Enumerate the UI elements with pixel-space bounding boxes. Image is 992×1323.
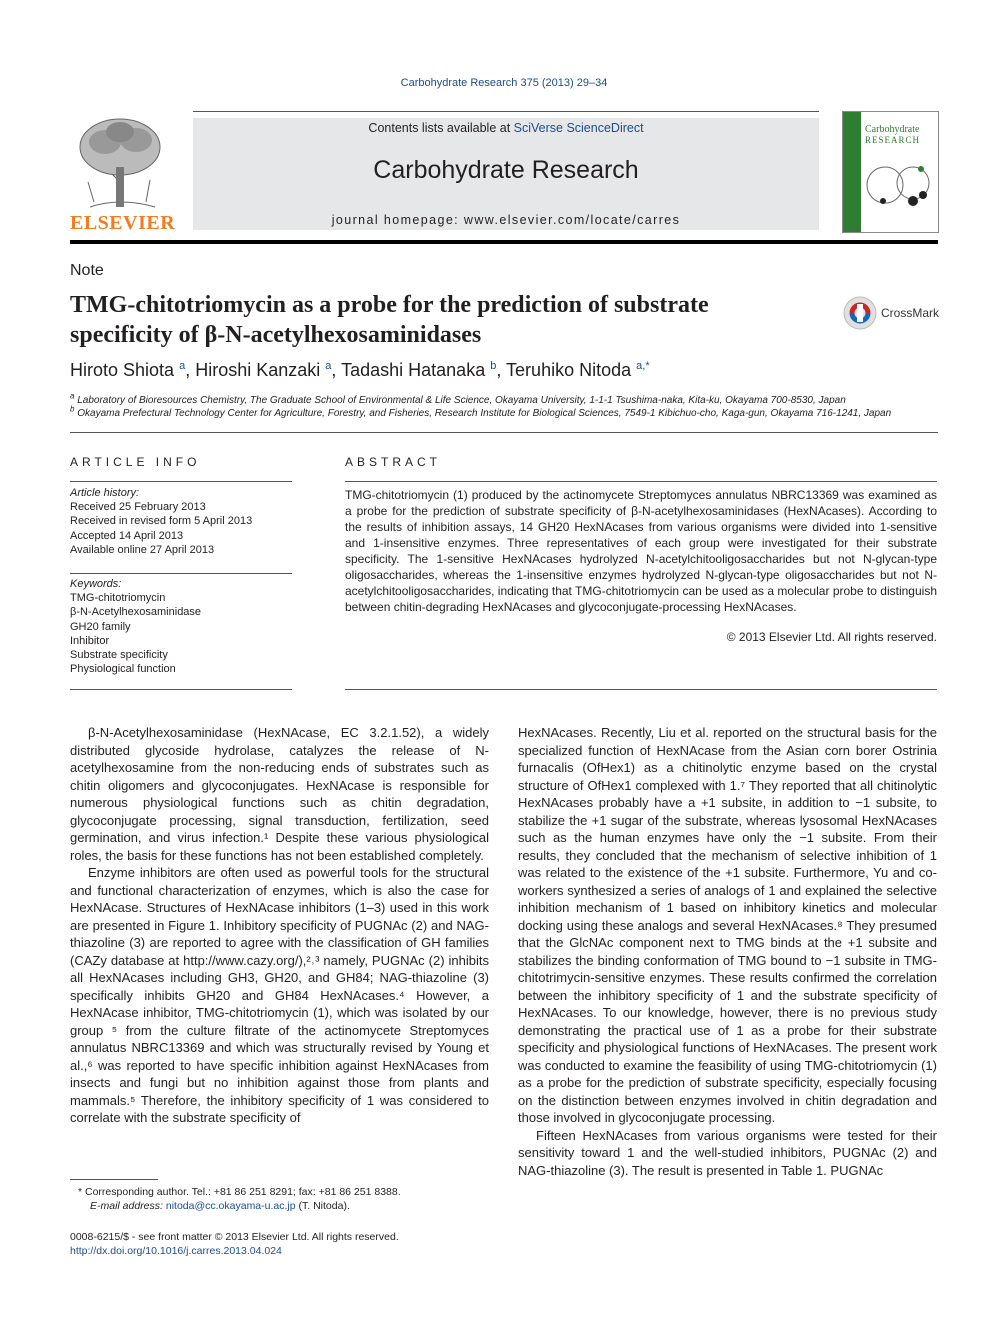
corresponding-author-note: * Corresponding author. Tel.: +81 86 251 8291; fax: +81 86 251 8388.	[78, 1186, 401, 1198]
crossmark-badge[interactable]	[843, 296, 940, 330]
keywords-rule	[70, 573, 292, 574]
affil-sup: a	[70, 391, 75, 401]
cover-graphic-icon	[863, 157, 935, 217]
issn-block	[70, 1230, 510, 1258]
abstract-rule	[345, 481, 937, 482]
contents-line	[193, 121, 819, 135]
email-suffix: (T. Nitoda).	[295, 1200, 350, 1212]
title-line-2: specificity of β-N-acetylhexosaminidases	[70, 322, 482, 348]
publisher-name: ELSEVIER	[70, 212, 176, 234]
author-name[interactable]: Hiroto Shiota	[70, 360, 175, 380]
issn-line: 0008-6215/$ - see front matter © 2013 Elsevier Ltd. All rights reserved.	[70, 1231, 399, 1243]
journal-homepage[interactable]: journal homepage: www.elsevier.com/locate/carres	[331, 213, 681, 227]
body-paragraph: HexNAcases. Recently, Liu et al. reported on the structural basis for the specialized function of HexNAcase from the Asian corn borer Ostrinia furnacalis (OfHex1) as a chitinolytic enzyme based on the crystal structure of OfHex1 complexed with 1.⁷ They reported that all chitinolytic HexNAcases probably have a +1 subsite, in addition to −1 subsite, to stabilize the +1 sugar of the substrate, whereas lysosomal HexNAcases such as the human enzymes have only the −1 subsite. From their results, they concluded that the mechanism of selective inhibition of 1 was related to the existence of the +1 subsite. Furthermore, Yu and co-workers synthesized a series of analogs of 1 and explained the selective inhibition mechanism of 1 based on inhibitory kinetics and molecular docking using these analogs and several HexNAcases.⁸ They presumed that the GlcNAc component next to TMG binds at the +1 subsite and stabilizes the binding conformation of TMG bound to −1 subsite in TMG-chitotrimycin-sensitive enzymes. These results confirmed the correlation between the inhibitory specificity of 1 and the substrate specificity of HexNAcases. To our knowledge, however, there is no previous study demonstrating the practical use of 1 as a probe for their substrate specificity and physiological functions of HexNAcases. The present work was conducted to examine the feasibility of using TMG-chitotriomycin (1) as a probe for the prediction of substrate specificity, especially focusing on the distinction between enzymes involved in chitin degradation and those involved in glycoconjugate processing.	[518, 725, 937, 1125]
abstract-heading: ABSTRACT	[345, 455, 442, 469]
history-item: Received in revised form 5 April 2013	[70, 515, 253, 528]
cover-spine	[843, 112, 861, 232]
history-item: Accepted 14 April 2013	[70, 529, 184, 542]
keywords	[70, 577, 292, 676]
title-line-1: TMG-chitotriomycin as a probe for the prediction of substrate	[70, 292, 709, 318]
header-top-rule	[193, 111, 819, 112]
affil-text: Laboratory of Bioresources Chemistry, The Graduate School of Environmental & Life Science, Okayama University, 1-1-1 Tsushima-naka, Kita-ku, Okayama 700-8530, Japan	[77, 395, 846, 406]
keyword: GH20 family	[70, 620, 131, 633]
email-label: E-mail address:	[90, 1200, 166, 1212]
article-type: Note	[70, 262, 104, 279]
elsevier-logo	[70, 112, 176, 234]
crossmark-icon	[843, 296, 877, 330]
header-rule	[70, 240, 938, 244]
history-label: Article history:	[70, 487, 140, 499]
journal-name: Carbohydrate Research	[373, 156, 639, 184]
doi-link[interactable]: http://dx.doi.org/10.1016/j.carres.2013.04.024	[70, 1245, 282, 1257]
body-paragraph: β-N-Acetylhexosaminidase (HexNAcase, EC 3.2.1.52), a widely distributed glycoside hydrolase, catalyzes the release of N-acetylhexosamine from the non-reducing ends of substrates such as chitin oligomers and glycoconjugates. HexNAcase is responsible for numerous physiological functions such as chitin degradation, glycoconjugate processing, signal transduction, fertilization, seed germination, and virus infection.¹ Despite these various physiological roles, the basis for these functions has not been established completely.	[70, 725, 489, 863]
footnotes	[78, 1185, 498, 1213]
journal-cover	[842, 111, 939, 233]
author-affil-sup[interactable]: a	[325, 360, 332, 372]
affil-sup: b	[70, 404, 75, 414]
keywords-label: Keywords:	[70, 578, 122, 590]
crossmark-label: CrossMark	[881, 306, 940, 320]
contents-prefix: Contents lists available at	[368, 121, 514, 135]
keyword: Physiological function	[70, 663, 176, 676]
affiliation-b	[70, 404, 940, 419]
author-affil-sup[interactable]: a,*	[636, 360, 650, 372]
abstract-text: TMG-chitotriomycin (1) produced by the actinomycete Streptomyces annulatus NBRC13369 was examined as a probe for the prediction of substrate specificity of β-N-acetylhexosaminidases (HexNAcases). According to the results of inhibition assays, 14 GH20 HexNAcases from various organisms were divided into 1-sensitive and 1-insensitive enzymes. Three representatives of each group were investigated for their substrate specificity. The 1-sensitive HexNAcases hydrolyzed N-acetylchitooligosaccharides but not N-glycan-type oligosaccharides, whereas the 1-insensitive enzymes hydrolyzed N-glycan-type oligosaccharides but not N-acetylchitooligosaccharides, indicating that TMG-chitotriomycin can be used as a molecular probe to distinguish between chitin-degrading HexNAcases and glycoconjugate-processing HexNAcases.	[345, 488, 937, 614]
journal-reference[interactable]: Carbohydrate Research 375 (2013) 29–34	[400, 77, 608, 89]
history-item: Received 25 February 2013	[70, 501, 206, 514]
body-paragraph: Enzyme inhibitors are often used as powerful tools for the structural and functional characterization of enzymes, which is also the case for HexNAcase. Structures of HexNAcase inhibitors (1–3) used in this work are presented in Figure 1. Inhibitory specificity of PUGNAc (2) and NAG-thiazoline (3) are reported to agree with the classification of GH families (CAZy database at http://www.cazy.org/),²˒³ namely, PUGNAc (2) inhibits all HexNAcases including GH3, GH20, and GH84; NAG-thiazoline (3) specifically inhibits GH20 and GH84 HexNAcases.⁴ However, a HexNAcase inhibitor, TMG-chitotriomycin (1), which was isolated by our group ⁵ from the culture filtrate of the actinomycete Streptomyces annulatus NBRC13369 and which was structurally revised by Young et al.,⁶ was reported to have specific inhibition against HexNAcases from insects and fungi but no inhibition against those from plants and mammals.⁵ Therefore, the inhibitory specificity of 1 was considered to correlate with the substrate specificity of	[70, 865, 489, 1125]
email-link[interactable]: nitoda@cc.okayama-u.ac.jp	[165, 1200, 296, 1212]
author-name[interactable]: Hiroshi Kanzaki	[195, 360, 321, 380]
body-paragraph: Fifteen HexNAcases from various organisms were tested for their sensitivity toward 1 and the well-studied inhibitors, PUGNAc (2) and NAG-thiazoline (3). The result is presented in Table 1. PUGNAc	[518, 1127, 937, 1178]
author-name[interactable]: Tadashi Hatanaka	[341, 360, 486, 380]
footnote-rule	[70, 1179, 158, 1180]
author-name[interactable]: Teruhiko Nitoda	[506, 360, 632, 380]
article-history	[70, 486, 292, 557]
cover-title-2: RESEARCH	[865, 135, 921, 145]
author-affil-sup[interactable]: a	[179, 360, 186, 372]
info-bottom-rule	[70, 689, 292, 690]
affil-text: Okayama Prefectural Technology Center for Agriculture, Forestry, and Fisheries, Research Institute for Biological Sciences, 7549-1 Kibichuo-cho, Kaga-gun, Okayama 716-1241, Japan	[77, 408, 892, 419]
history-item: Available online 27 April 2013	[70, 543, 215, 556]
cover-title-1: Carbohydrate	[865, 124, 920, 135]
body-right-column	[518, 724, 937, 1179]
keyword: Substrate specificity	[70, 649, 168, 662]
article-title	[70, 290, 830, 350]
author-affil-sup[interactable]: b	[490, 360, 497, 372]
affil-rule	[70, 432, 938, 433]
info-rule	[70, 481, 292, 482]
elsevier-tree-icon	[70, 112, 172, 212]
keyword: β-N-Acetylhexosaminidase	[70, 606, 202, 619]
article-info-heading: ARTICLE INFO	[70, 455, 201, 469]
keyword: TMG-chitotriomycin	[70, 592, 166, 605]
abstract-copyright: © 2013 Elsevier Ltd. All rights reserved.	[726, 630, 937, 644]
sciencedirect-link[interactable]: SciVerse ScienceDirect	[513, 121, 644, 135]
abstract-bottom-rule	[345, 689, 937, 690]
keyword: Inhibitor	[70, 634, 110, 647]
affiliation-a	[70, 391, 940, 406]
body-left-column	[70, 724, 489, 1127]
author-list: Hiroto Shiota $^a$, Hiroshi Kanzaki $^a$, Tadashi Hatanaka $^b$, Teruhiko Nitoda $^{a,*}$	[70, 360, 650, 380]
